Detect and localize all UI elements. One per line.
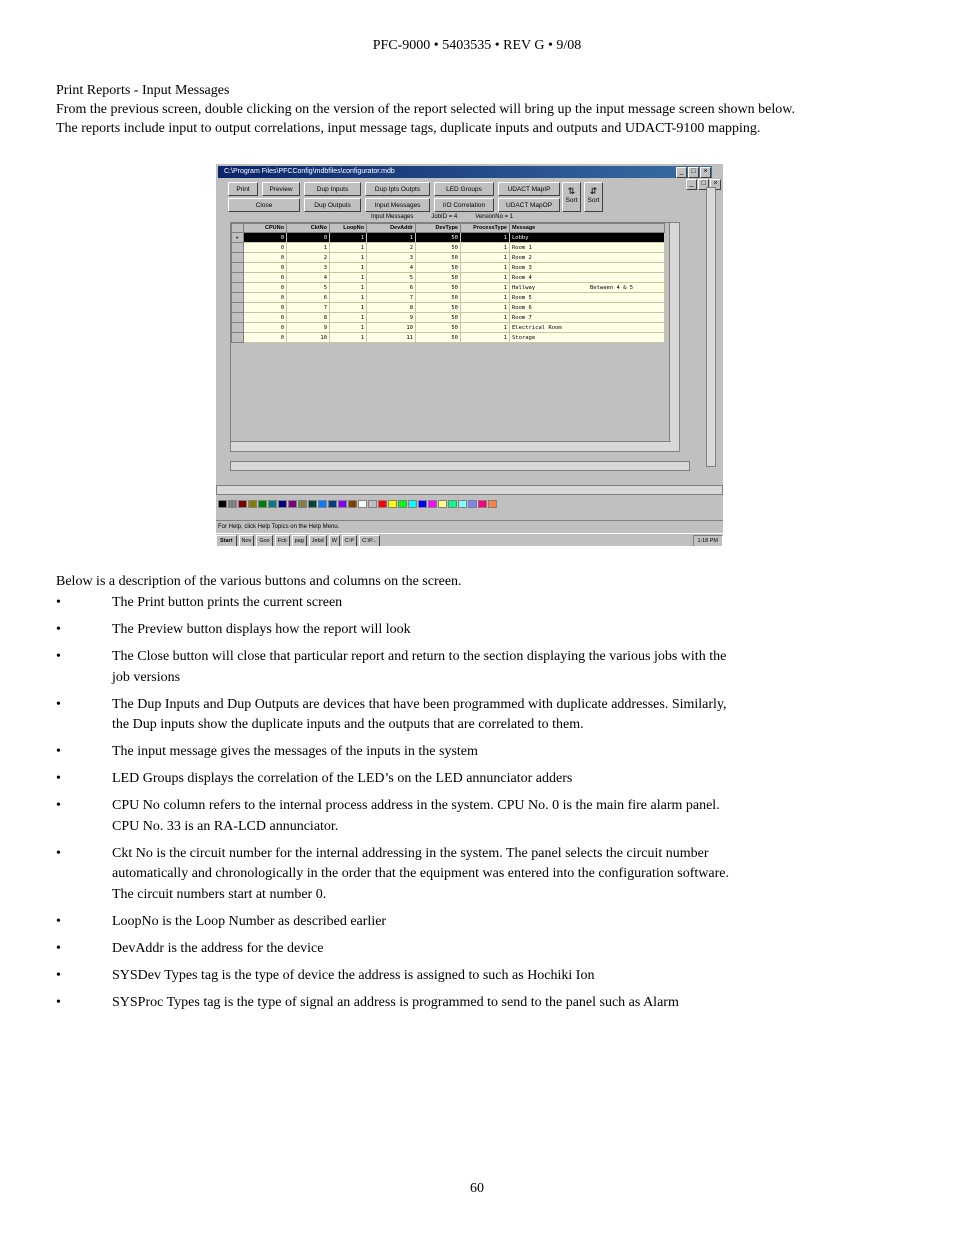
row-selector[interactable] — [232, 313, 244, 323]
table-cell: 4 — [367, 263, 416, 273]
message-note: Between 4 & 5 — [590, 284, 634, 291]
message-text: Room 7 — [512, 314, 532, 321]
table-row[interactable] — [232, 243, 665, 253]
input-messages-button[interactable]: Input Messages — [365, 198, 430, 212]
table-cell: 1 — [461, 263, 510, 273]
table-cell: 1 — [330, 293, 367, 303]
table-cell: 3 — [287, 263, 330, 273]
column-header[interactable]: CPUNo — [244, 224, 287, 233]
palette-swatch[interactable] — [218, 500, 227, 508]
table-cell: 1 — [461, 293, 510, 303]
bullet-item — [56, 620, 816, 641]
table-cell: 1 — [287, 243, 330, 253]
bullet-marker: • — [56, 696, 61, 712]
bullet-text: The Preview button displays how the report will look — [112, 622, 411, 637]
row-selector[interactable] — [232, 333, 244, 343]
description-intro: Below is a description of the various buttons and columns on the screen. — [56, 574, 462, 589]
message-cell — [510, 243, 665, 253]
palette-swatch[interactable] — [358, 500, 367, 508]
color-palette[interactable] — [218, 500, 497, 508]
grid-vertical-scrollbar[interactable] — [669, 223, 679, 451]
table-cell: 7 — [367, 293, 416, 303]
column-header[interactable]: ProcessType — [461, 224, 510, 233]
bullet-text: The Print button prints the current screen — [112, 595, 343, 610]
report-info: Input Messages JobID = 4 VersionNo = 1 — [371, 214, 514, 220]
bullet-item — [56, 742, 816, 763]
table-cell: 1 — [330, 233, 367, 243]
bullet-marker: • — [56, 845, 61, 861]
clock: 1:18 PM — [697, 537, 718, 544]
table-cell: 1 — [367, 233, 416, 243]
message-cell — [510, 283, 665, 293]
table-cell: 1 — [330, 273, 367, 283]
table-cell: 9 — [367, 313, 416, 323]
table-cell: 2 — [367, 243, 416, 253]
bullet-text: The Dup Inputs and Dup Outputs are devices that have been programmed with duplicate addresses. Similarly, — [112, 696, 727, 712]
row-selector[interactable] — [232, 273, 244, 283]
bullet-marker: • — [56, 994, 61, 1010]
palette-swatch[interactable] — [308, 500, 317, 508]
bullet-marker: • — [56, 595, 61, 610]
message-text: Room 5 — [512, 294, 532, 301]
grid-horizontal-scrollbar[interactable] — [231, 441, 671, 451]
message-cell — [510, 293, 665, 303]
status-bar: For Help, click Help Topics on the Help Menu. — [216, 520, 723, 532]
udact-mapip-button[interactable]: UDACT MapIP — [498, 182, 560, 196]
bullet-marker: • — [56, 940, 61, 956]
palette-swatch[interactable] — [368, 500, 377, 508]
row-selector[interactable] — [232, 263, 244, 273]
start-button[interactable]: Start — [216, 535, 237, 547]
row-selector[interactable] — [232, 253, 244, 263]
taskbar-task[interactable]: Jebd — [309, 535, 327, 547]
table-cell: 0 — [244, 233, 287, 243]
table-cell: 1 — [330, 283, 367, 293]
table-cell: 50 — [416, 323, 461, 333]
sort-descending-button[interactable]: ⇵ Sort — [584, 182, 603, 212]
table-cell: 1 — [461, 323, 510, 333]
bullet-marker: • — [56, 798, 61, 813]
message-cell — [510, 263, 665, 273]
table-cell: 3 — [367, 253, 416, 263]
column-header[interactable]: Message — [510, 224, 665, 233]
table-cell: 50 — [416, 303, 461, 313]
table-cell: 8 — [287, 313, 330, 323]
column-header[interactable]: LoopNo — [330, 224, 367, 233]
message-cell — [510, 323, 665, 333]
palette-swatch[interactable] — [268, 500, 277, 508]
window-title: C:\Program Files\PFCConfig\mdbfiles\configurator.mdb — [224, 168, 395, 175]
table-cell: 0 — [244, 323, 287, 333]
palette-swatch[interactable] — [298, 500, 307, 508]
table-cell: 7 — [287, 303, 330, 313]
taskbar-task[interactable]: Fcti — [275, 535, 290, 547]
palette-swatch[interactable] — [238, 500, 247, 508]
palette-swatch[interactable] — [288, 500, 297, 508]
table-cell: 1 — [330, 263, 367, 273]
bullet-item — [56, 695, 816, 736]
table-cell: 0 — [244, 283, 287, 293]
palette-swatch[interactable] — [378, 500, 387, 508]
message-text: Electrical Room — [512, 324, 562, 331]
table-cell: 0 — [244, 303, 287, 313]
table-cell: 5 — [367, 273, 416, 283]
table-cell: 50 — [416, 293, 461, 303]
table-cell: 50 — [416, 283, 461, 293]
column-header[interactable]: DevAddr — [367, 224, 416, 233]
row-selector[interactable] — [232, 283, 244, 293]
row-selector[interactable] — [232, 293, 244, 303]
table-cell: 50 — [416, 263, 461, 273]
bullet-marker: • — [56, 622, 61, 637]
bullet-text: the Dup inputs show the duplicate inputs and the outputs that are correlated to them. — [112, 717, 584, 732]
minimize-icon[interactable]: _ — [676, 167, 687, 178]
message-cell — [510, 333, 665, 343]
bullet-marker: • — [56, 913, 61, 929]
sort-descending-icon: ⇵ — [589, 186, 598, 196]
table-cell: 6 — [287, 293, 330, 303]
bullet-text: Ckt No is the circuit number for the internal addressing in the system. The panel selects the circuit number — [112, 845, 709, 861]
udact-mapop-button[interactable]: UDACT MapOP — [498, 198, 560, 212]
palette-swatch[interactable] — [428, 500, 437, 508]
window-title-bar — [218, 166, 712, 178]
table-cell: 5 — [287, 283, 330, 293]
message-cell — [510, 313, 665, 323]
table-row[interactable] — [232, 283, 665, 293]
bullet-marker: • — [56, 649, 61, 664]
bullet-text: SYSProc Types tag is the type of signal an address is programmed to send to the panel such as Alarm — [112, 994, 679, 1010]
table-cell: 1 — [330, 243, 367, 253]
table-cell: 50 — [416, 253, 461, 263]
table-row[interactable] — [232, 273, 665, 283]
bullet-item — [56, 593, 816, 614]
palette-swatch[interactable] — [488, 500, 497, 508]
section-title: Print Reports - Input Messages — [56, 83, 230, 98]
palette-swatch[interactable] — [388, 500, 397, 508]
taskbar-task[interactable]: C:\P... — [359, 535, 380, 547]
table-cell: 0 — [244, 243, 287, 253]
bullet-item — [56, 939, 816, 960]
bullet-item — [56, 769, 816, 790]
table-cell: 1 — [461, 313, 510, 323]
intro-line: From the previous screen, double clicking on the version of the report selected will bring up the input message screen shown below. — [56, 102, 795, 117]
table-cell: 50 — [416, 333, 461, 343]
row-selector[interactable] — [232, 243, 244, 253]
table-cell: 0 — [244, 273, 287, 283]
bullet-item — [56, 647, 816, 688]
table-row[interactable] — [232, 233, 665, 243]
table-cell: 1 — [461, 243, 510, 253]
table-cell: 0 — [244, 293, 287, 303]
bullet-item — [56, 966, 816, 987]
app-screenshot — [216, 164, 723, 546]
grid-header-row — [232, 224, 665, 233]
table-cell: 0 — [244, 333, 287, 343]
close-icon[interactable]: × — [700, 167, 711, 178]
taskbar-task[interactable]: W — [329, 535, 340, 547]
table-cell: 4 — [287, 273, 330, 283]
palette-swatch[interactable] — [328, 500, 337, 508]
table-cell: 0 — [244, 253, 287, 263]
message-cell — [510, 273, 665, 283]
bullet-text: CPU No column refers to the internal process address in the system. CPU No. 0 is the main fire alarm panel. — [112, 798, 720, 813]
message-text: Lobby — [512, 234, 529, 241]
table-row[interactable] — [232, 253, 665, 263]
row-selector[interactable] — [232, 303, 244, 313]
table-cell: 1 — [461, 273, 510, 283]
intro-section — [56, 81, 876, 138]
palette-swatch[interactable] — [318, 500, 327, 508]
bullet-text: The circuit numbers start at number 0. — [112, 886, 327, 902]
bullet-marker: • — [56, 967, 61, 983]
palette-swatch[interactable] — [468, 500, 477, 508]
bullet-text: LoopNo is the Loop Number as described earlier — [112, 913, 387, 929]
table-cell: 1 — [330, 303, 367, 313]
table-cell: 10 — [367, 323, 416, 333]
bullet-marker: • — [56, 771, 61, 786]
table-cell: 9 — [287, 323, 330, 333]
maximize-icon[interactable]: □ — [688, 167, 699, 178]
taskbar-task[interactable]: Goo — [256, 535, 272, 547]
close-button[interactable]: Close — [228, 198, 300, 212]
table-cell: 0 — [244, 313, 287, 323]
table-cell: 2 — [287, 253, 330, 263]
table-cell: 50 — [416, 243, 461, 253]
table-cell: 6 — [367, 283, 416, 293]
palette-swatch[interactable] — [408, 500, 417, 508]
message-cell — [510, 253, 665, 263]
print-button[interactable]: Print — [228, 182, 258, 196]
bullet-item — [56, 796, 816, 837]
system-tray — [693, 535, 723, 547]
table-cell: 0 — [244, 263, 287, 273]
palette-swatch[interactable] — [448, 500, 457, 508]
bullet-marker: • — [56, 744, 61, 759]
taskbar-task[interactable]: Nov — [239, 535, 255, 547]
table-cell: 1 — [330, 313, 367, 323]
dup-ipts-outpts-button[interactable]: Dup Ipts Outpts — [365, 182, 430, 196]
column-header[interactable]: CktNo — [287, 224, 330, 233]
message-text: Room 4 — [512, 274, 532, 281]
row-selector[interactable]: ▸ — [232, 233, 244, 243]
table-cell: 50 — [416, 313, 461, 323]
dup-inputs-button[interactable]: Dup Inputs — [304, 182, 361, 196]
palette-swatch[interactable] — [418, 500, 427, 508]
table-cell: 0 — [287, 233, 330, 243]
palette-swatch[interactable] — [258, 500, 267, 508]
bullet-text: job versions — [112, 669, 181, 685]
table-row[interactable] — [232, 293, 665, 303]
message-text: Room 2 — [512, 254, 532, 261]
table-cell: 1 — [461, 283, 510, 293]
bullet-text: LED Groups displays the correlation of the LED’s on the LED annunciator adders — [112, 771, 573, 786]
table-cell: 50 — [416, 233, 461, 243]
child-minimize-icon[interactable]: _ — [686, 179, 697, 190]
report-grid[interactable] — [230, 222, 680, 452]
bullet-text: The input message gives the messages of the inputs in the system — [112, 744, 478, 759]
table-row[interactable] — [232, 333, 665, 343]
table-cell: 1 — [461, 333, 510, 343]
palette-swatch[interactable] — [278, 500, 287, 508]
sort-ascending-button[interactable]: ⇅ Sort — [562, 182, 581, 212]
taskbar-task[interactable]: pag — [292, 535, 307, 547]
palette-swatch[interactable] — [348, 500, 357, 508]
window-vertical-scrollbar[interactable] — [706, 187, 716, 467]
table-cell: 1 — [330, 333, 367, 343]
palette-swatch[interactable] — [458, 500, 467, 508]
led-groups-button[interactable]: LED Groups — [434, 182, 494, 196]
child-close-icon[interactable]: × — [710, 179, 721, 190]
table-cell: 1 — [461, 233, 510, 243]
bullet-text: The Close button will close that particular report and return to the section displaying the various jobs with the — [112, 649, 727, 664]
child-maximize-icon[interactable]: □ — [698, 179, 709, 190]
message-text: Storage — [512, 334, 536, 341]
row-selector[interactable] — [232, 323, 244, 333]
dup-outputs-button[interactable]: Dup Outputs — [304, 198, 361, 212]
palette-swatch[interactable] — [338, 500, 347, 508]
table-cell: 10 — [287, 333, 330, 343]
taskbar-task[interactable]: C:P — [342, 535, 357, 547]
intro-line: The reports include input to output correlations, input message tags, duplicate inputs and outputs and UDACT-9100 mapping. — [56, 121, 761, 136]
message-cell — [510, 233, 665, 243]
message-text: Room 6 — [512, 304, 532, 311]
bullet-text: automatically and chronologically in the order that the equipment was entered into the configuration software. — [112, 866, 729, 881]
bullet-text: DevAddr is the address for the device — [112, 940, 324, 956]
bullet-text: SYSDev Types tag is the type of device the address is assigned to such as Hochiki Ion — [112, 967, 595, 983]
table-cell: 11 — [367, 333, 416, 343]
bullet-item — [56, 844, 816, 906]
window-horizontal-scrollbar[interactable] — [216, 485, 723, 495]
table-cell: 50 — [416, 273, 461, 283]
table-cell: 1 — [461, 253, 510, 263]
page-number: 60 — [470, 1181, 484, 1196]
table-cell: 1 — [330, 323, 367, 333]
bullet-item — [56, 993, 816, 1014]
io-correlation-button[interactable]: I/O Correlation — [434, 198, 494, 212]
palette-swatch[interactable] — [248, 500, 257, 508]
report-horizontal-scrollbar[interactable] — [230, 461, 690, 471]
taskbar — [216, 533, 723, 546]
palette-swatch[interactable] — [398, 500, 407, 508]
table-cell: 1 — [461, 303, 510, 313]
sort-ascending-icon: ⇅ — [567, 186, 576, 196]
table-row[interactable] — [232, 303, 665, 313]
bullet-item — [56, 912, 816, 933]
palette-swatch[interactable] — [438, 500, 447, 508]
message-text: Hallway — [512, 284, 536, 291]
table-cell: 8 — [367, 303, 416, 313]
page-header: PFC-9000 • 5403535 • REV G • 9/08 — [372, 38, 582, 53]
bullet-text: CPU No. 33 is an RA-LCD annunciator. — [112, 818, 339, 834]
table-cell: 1 — [330, 253, 367, 263]
table-row[interactable] — [232, 263, 665, 273]
message-cell — [510, 303, 665, 313]
message-text: Room 3 — [512, 264, 532, 271]
message-text: Room 1 — [512, 244, 532, 251]
table-row[interactable] — [232, 313, 665, 323]
description-bullets — [56, 593, 816, 1020]
table-row[interactable] — [232, 323, 665, 333]
column-header[interactable]: DevType — [416, 224, 461, 233]
palette-swatch[interactable] — [228, 500, 237, 508]
palette-swatch[interactable] — [478, 500, 487, 508]
preview-button[interactable]: Preview — [262, 182, 300, 196]
